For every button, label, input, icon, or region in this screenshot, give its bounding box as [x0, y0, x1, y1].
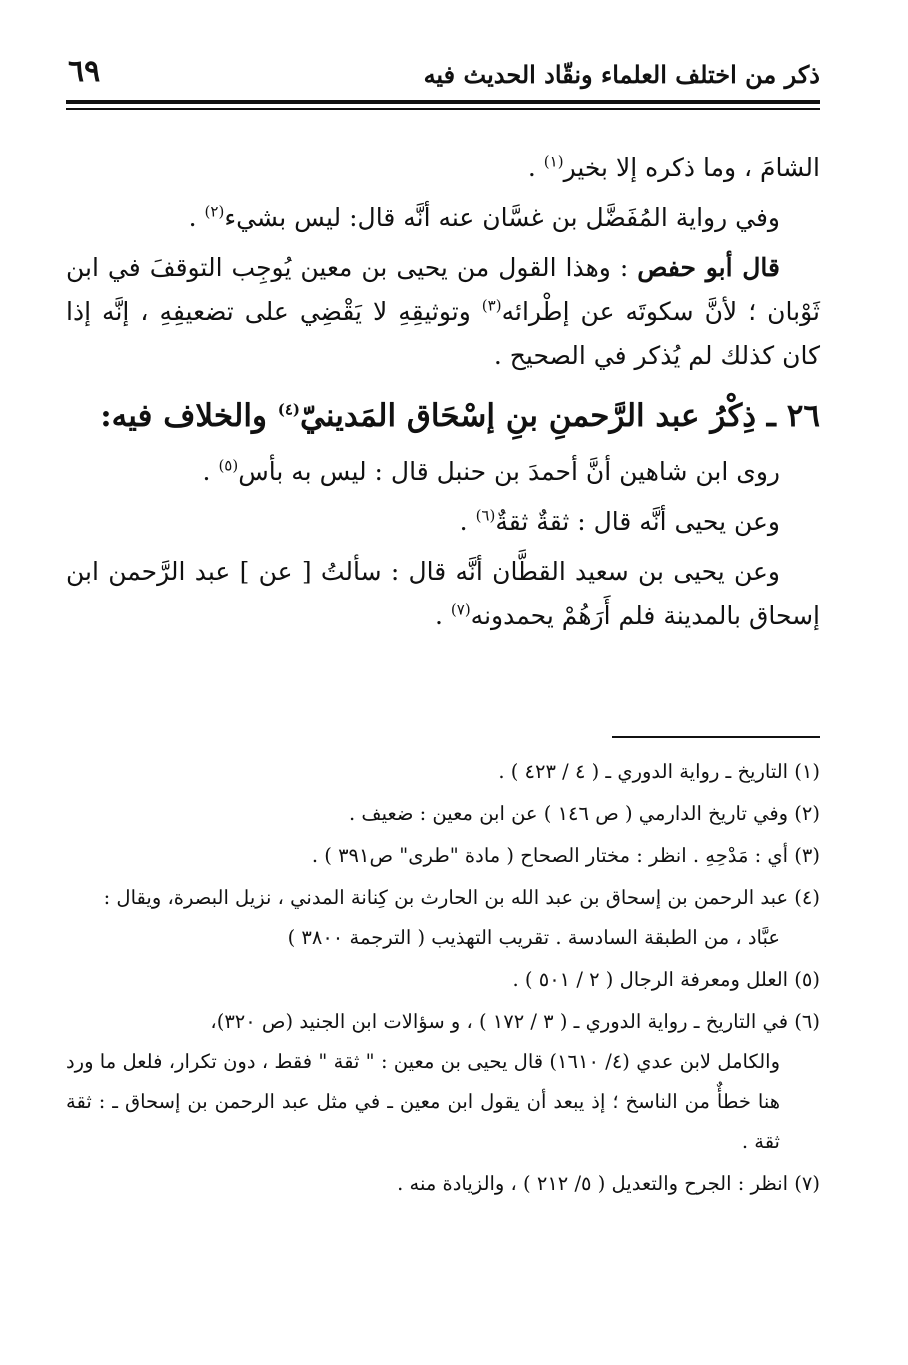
footnote-ref-2: (٢): [204, 202, 225, 221]
footnote-4: (٤) عبد الرحمن بن إسحاق بن عبد الله بن الحارث بن كِنانة المدني ، نزيل البصرة، ويقال : عبَّاد ، من الطبقة السادسة . تقريب التهذيب ( الترجمة ٣٨٠٠ ): [103, 886, 820, 949]
page-header: [66, 52, 820, 92]
footnote-ref-6: (٦): [475, 506, 496, 525]
paragraph-3: قال أبو حفص : وهذا القول من يحيى بن معين يُوجِب التوقفَ في ابن ثَوْبان ؛ لأنَّ سكوتَه عن إطْرائه$^{(٣)}$ وتوثيقِهِ لا يَقْضِي على تضعيفِهِ ، إنَّه إذا كان كذلك لم يُذكر في الصحيح .: [66, 253, 820, 370]
footnote-2: (٢) وفي تاريخ الدارمي ( ص ١٤٦ ) عن ابن معين : ضعيف .: [349, 802, 820, 825]
header-rule-thick: [66, 100, 820, 104]
speaker-lead: قال أبو حفص: [637, 253, 780, 282]
header-rule-thin: [66, 108, 820, 110]
footnote-ref-1: (١): [543, 152, 564, 171]
footnote-1: (١) التاريخ ـ رواية الدوري ـ ( ٤ / ٤٢٣ ) .: [498, 760, 820, 783]
footnote-7: (٧) انظر : الجرح والتعديل ( ٥/ ٢١٢ ) ، والزيادة منه .: [397, 1172, 820, 1195]
footnote-ref-5: (٥): [218, 456, 239, 475]
footnote-3: (٣) أي : مَدْحِهِ . انظر : مختار الصحاح ( مادة "طرى" ص٣٩١ ) .: [311, 844, 820, 867]
footnote-ref-7: (٧): [450, 600, 471, 619]
main-text: [66, 146, 820, 644]
paragraph-6: وعن يحيى بن سعيد القطَّان أنَّه قال : سألتُ [ عن ] عبد الرَّحمن ابن إسحاق بالمدينة فلم أَرَهُمْ يحمدونه$^{(٧)}$ .: [66, 557, 820, 630]
footnote-ref-4: (٤): [277, 400, 301, 419]
page-number: ٦٩: [68, 54, 101, 89]
footnotes: [66, 752, 820, 1206]
paragraph-4: روى ابن شاهين أنَّ أحمدَ بن حنبل قال : ليس به بأس$^{(٥)}$ .: [202, 456, 780, 486]
footnote-ref-3: (٣): [481, 296, 502, 315]
running-title: ذكر من اختلف العلماء ونقّاد الحديث فيه: [423, 60, 820, 89]
footnote-6: (٦) في التاريخ ـ رواية الدوري ـ ( ٣ / ١٧٢ ) ، و سؤالات ابن الجنيد (ص ٣٢٠)، والكامل لابن عدي (٤/ ١٦١٠) قال يحيى بن معين : " ثقة " فقط ، دون تكرار، فلعل ما ورد هنا خطأٌ من الناسخ ؛ إذ يبعد أن يقول ابن معين ـ في مثل عبد الرحمن بن إسحاق ـ : ثقة ثقة .: [66, 1010, 820, 1153]
footnote-5: (٥) العلل ومعرفة الرجال ( ٢ / ٥٠١ ) .: [512, 968, 820, 991]
paragraph-5: وعن يحيى أنَّه قال : ثقةٌ ثقةٌ$^{(٦)}$ .: [459, 506, 780, 536]
paragraph-1: الشامَ ، وما ذكره إلا بخير$^{(١)}$ .: [527, 152, 820, 182]
paragraph-2: وفي رواية المُفَضَّل بن غسَّان عنه أنَّه قال: ليس بشيء$^{(٢)}$ .: [188, 202, 780, 232]
footnote-separator: [612, 736, 820, 738]
section-heading: ٢٦ ـ ذِكْرُ عبد الرَّحمنِ بنِ إسْحَاق المَدينيّ$^{(٤)}$ والخلاف فيه:: [100, 398, 820, 434]
